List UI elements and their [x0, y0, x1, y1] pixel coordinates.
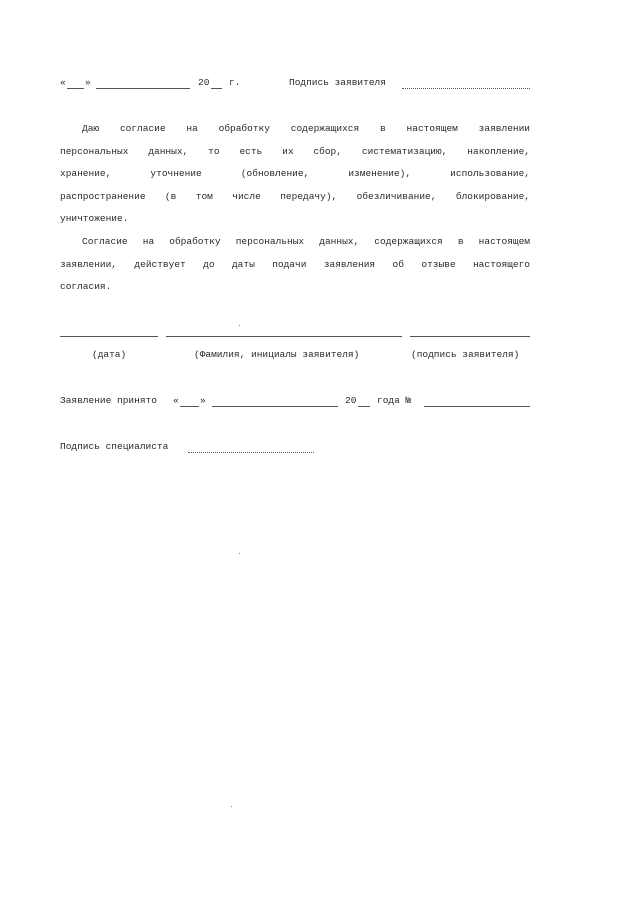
accepted-number-blank[interactable] [424, 406, 530, 407]
accepted-year-prefix: 20 [345, 395, 357, 406]
specialist-signature-label: Подпись специалиста [60, 441, 169, 452]
consent-line: распространение (в том числе передачу), обезличивание, блокирование, [60, 190, 530, 202]
date-caption: (дата) [92, 349, 127, 360]
validity-line: Согласие на обработку персональных данных, содержащихся в настоящем [82, 236, 530, 247]
consent-paragraph [60, 118, 530, 231]
consent-line: персональных данных, то есть их сбор, систематизацию, накопление, [60, 145, 530, 157]
accepted-label: Заявление принято [60, 395, 157, 406]
applicant-sign-line[interactable] [410, 336, 530, 337]
name-signature-line[interactable] [166, 336, 402, 337]
specialist-signature-blank[interactable] [188, 452, 314, 453]
accepted-year-blank[interactable] [358, 406, 370, 407]
year-suffix: г. [229, 77, 241, 88]
applicant-signature-blank[interactable] [402, 88, 530, 89]
consent-line: хранение, уточнение (обновление, изменение), использование, [60, 168, 530, 179]
date-close-quote: » [85, 77, 91, 88]
scan-speck [239, 553, 240, 554]
date-open-quote: « [60, 77, 66, 88]
name-caption: (Фамилия, инициалы заявителя) [194, 349, 360, 360]
validity-paragraph [60, 231, 530, 299]
signature-caption: (подпись заявителя) [411, 349, 520, 360]
year-blank[interactable] [211, 88, 222, 89]
validity-line: заявлении, действует до даты подачи заявления об отзыве настоящего [60, 258, 530, 270]
applicant-signature-label: Подпись заявителя [289, 77, 386, 88]
scan-speck [231, 806, 232, 807]
year-prefix: 20 [198, 77, 210, 88]
accepted-close-quote: » [200, 395, 206, 406]
day-blank[interactable] [67, 88, 84, 89]
date-signature-line[interactable] [60, 336, 158, 337]
consent-line: Даю согласие на обработку содержащихся в настоящем заявлении [82, 123, 530, 134]
accepted-day-blank[interactable] [180, 406, 199, 407]
accepted-month-blank[interactable] [212, 406, 338, 407]
consent-line: уничтожение. [60, 213, 129, 224]
scan-speck [239, 325, 240, 326]
accepted-open-quote: « [173, 395, 179, 406]
accepted-year-suffix: года № [377, 395, 412, 406]
validity-line: согласия. [60, 281, 112, 292]
month-blank[interactable] [96, 88, 190, 89]
